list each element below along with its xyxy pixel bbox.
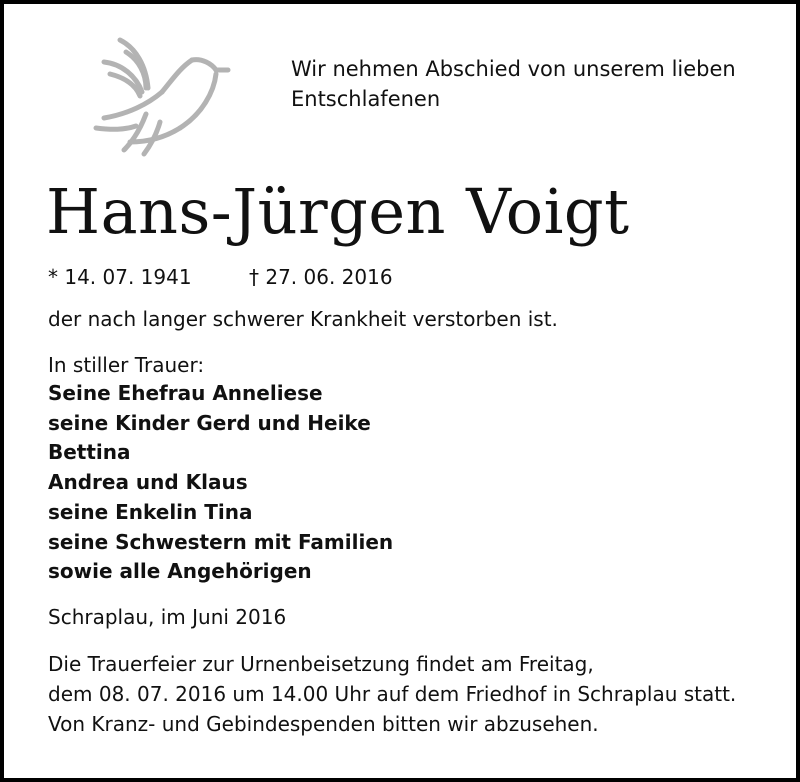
mourners-list <box>48 379 393 587</box>
death-date: † 27. 06. 2016 <box>249 265 393 289</box>
mourning-intro: In stiller Trauer: <box>48 353 205 377</box>
mourner-item: seine Enkelin Tina <box>48 499 253 524</box>
service-info <box>48 649 736 739</box>
mourner-item: Andrea und Klaus <box>48 470 248 495</box>
service-line: dem 08. 07. 2016 um 14.00 Uhr auf dem Friedhof in Schraplau statt. <box>48 682 737 706</box>
service-line: Die Trauerfeier zur Urnenbeisetzung findet am Freitag, <box>48 652 594 676</box>
mourner-item: seine Kinder Gerd und Heike <box>48 410 371 435</box>
place-date: Schraplau, im Juni 2016 <box>48 605 287 629</box>
intro-text: Wir nehmen Abschied von unserem lieben Entschlafenen <box>291 57 736 111</box>
life-dates <box>48 262 393 292</box>
mourner-item: Bettina <box>48 440 131 465</box>
deceased-name: Hans-Jürgen Voigt <box>46 175 630 248</box>
birth-date: * 14. 07. 1941 <box>48 265 192 289</box>
mourner-item: seine Schwestern mit Familien <box>48 529 394 554</box>
dove-icon <box>84 18 234 168</box>
mourner-item: sowie alle Angehörigen <box>48 559 312 584</box>
service-line: Von Kranz- und Gebindespenden bitten wir abzusehen. <box>48 712 599 736</box>
cause-text: der nach langer schwerer Krankheit verstorben ist. <box>48 307 558 331</box>
mourner-item: Seine Ehefrau Anneliese <box>48 381 323 405</box>
